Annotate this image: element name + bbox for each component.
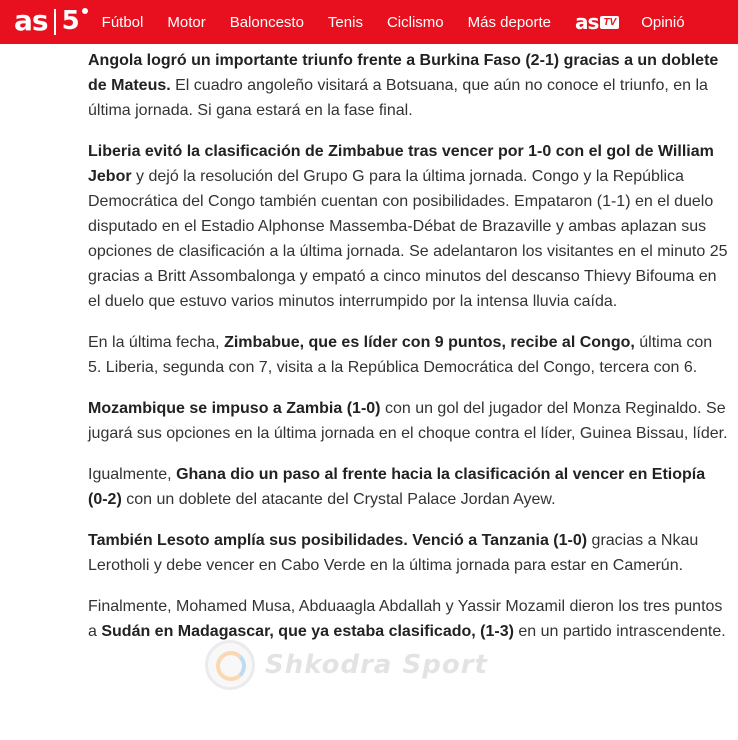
bold-text: Ghana dio un paso al frente hacia la clasificación al vencer en Etiopía (0-2): [88, 466, 706, 508]
top-navigation-bar: [0, 0, 738, 44]
logo-divider: [54, 9, 56, 35]
paragraph-angola: [88, 48, 728, 123]
body-text: El cuadro angoleño visitará a Botsuana, que aún no conoce el triunfo, en la última jornada. Si gana estará en la fase final.: [88, 77, 708, 119]
as-logo[interactable]: [14, 4, 80, 37]
paragraph-ultima-fecha: [88, 330, 728, 380]
nav-item-futbol[interactable]: Fútbol: [101, 13, 144, 31]
body-text: gracias a Nkau Lerotholi y debe vencer en Cabo Verde en la última jornada para estar en Camerún.: [88, 532, 699, 574]
bold-text: Liberia evitó la clasificación de Zimbabue tras vencer por 1-0 con el gol de William Jebor: [88, 143, 714, 185]
logo-five: 5: [61, 6, 80, 36]
paragraph-ghana: [88, 462, 728, 512]
body-text: con un gol del jugador del Monza Reginaldo. Se jugará sus opciones en la última jornada en el choque contra el líder, Guinea Bissau, líder.: [88, 400, 728, 442]
nav-item-motor[interactable]: Motor: [167, 13, 206, 31]
body-text: En la última fecha,: [88, 334, 225, 351]
body-text: Finalmente, Mohamed Musa, Abduaagla Abdallah y Yassir Mozamil dieron los tres puntos a: [88, 598, 723, 640]
nav-item-baloncesto[interactable]: Baloncesto: [229, 13, 304, 31]
bold-text: Angola logró un importante triunfo frente a Burkina Faso (2-1) gracias a un doblete de Mateus.: [88, 52, 719, 94]
bold-text: Mozambique se impuso a Zambia (1-0): [88, 400, 381, 417]
body-text: con un doblete del atacante del Crystal Palace Jordan Ayew.: [121, 491, 556, 508]
body-text: última con 5. Liberia, segunda con 7, visita a la República Democrática del Congo, tercera con 6.: [88, 334, 713, 376]
paragraph-liberia: [88, 139, 728, 314]
bold-text: Sudán en Madagascar, que ya estaba clasificado, (1-3): [101, 623, 514, 640]
article-body: [88, 48, 728, 660]
logo-as: as: [14, 4, 48, 37]
astv-tv: TV: [600, 16, 619, 29]
paragraph-sudan: [88, 594, 728, 644]
bold-text: También Lesoto amplía sus posibilidades. Venció a Tanzania (1-0): [88, 532, 588, 549]
nav-item-ciclismo[interactable]: Ciclismo: [386, 13, 444, 31]
paragraph-mozambique: [88, 396, 728, 446]
body-text: en un partido intrascendente.: [513, 623, 726, 640]
bold-text: Zimbabue, que es líder con 9 puntos, recibe al Congo,: [224, 334, 635, 351]
as-tv-link[interactable]: [575, 10, 619, 34]
astv-as: as: [575, 10, 599, 34]
body-text: Igualmente,: [88, 466, 177, 483]
body-text: y dejó la resolución del Grupo G para la última jornada. Congo y la República Democrática del Congo también cuentan con posibilidades. Empataron (1-1) en el duelo disputado en el Estadio Alphonse Massemba-Débat de Brazaville y ambas aplazan sus opciones de clasificación a la última jornada. Se adelantaron los visitantes en el minuto 25 gracias a Britt Assombalonga y empató a cinco minutos del descanso Thievy Bifouma en el duelo que estuvo varios minutos interrumpido por la intensa lluvia caída.: [88, 168, 728, 310]
paragraph-lesoto: [88, 528, 728, 578]
nav-item-opinion[interactable]: Opinió: [641, 13, 685, 31]
nav-item-mas-deporte[interactable]: Más deporte: [467, 13, 552, 31]
nav-item-tenis[interactable]: Tenis: [327, 13, 363, 31]
main-nav: [102, 10, 709, 34]
watermark-text: Shkodra Sport: [265, 650, 488, 680]
